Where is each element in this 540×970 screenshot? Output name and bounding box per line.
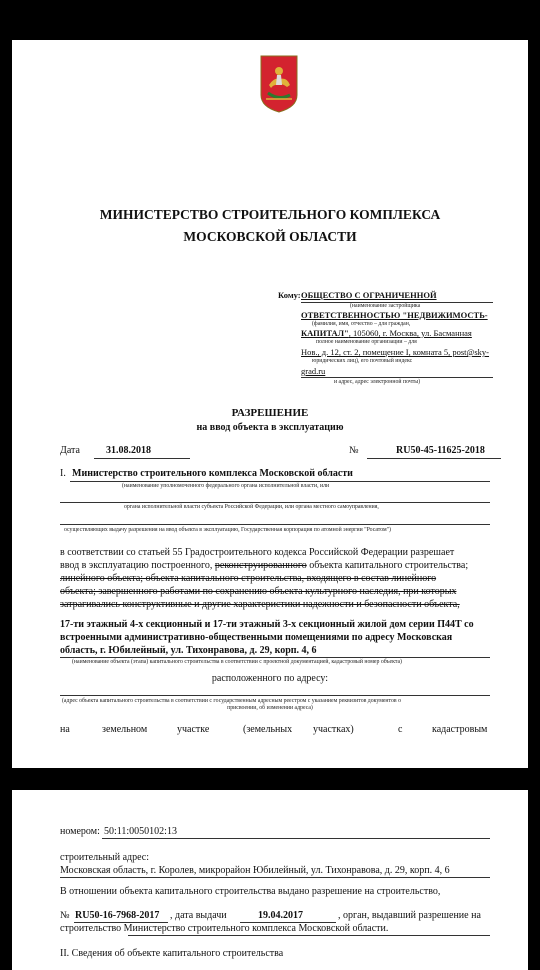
para-line-1: в соответствии со статьей 55 Градостроительного кодекса Российской Федерации разрешает (60, 547, 455, 558)
number-label: № (349, 445, 359, 456)
to-hint-2: (фамилия, имя, отчество – для граждан, (312, 321, 411, 327)
issuing-authority: Министерство строительного комплекса Московской области (72, 468, 353, 479)
permit-date-label: , дата выдачи (170, 910, 227, 921)
hint-issuing: осуществляющих выдачу разрешения на ввод объекта в эксплуатацию, Государственная корпорация по атомной энергии "Росатом") (64, 527, 391, 533)
object-name-line-1: 17-ти этажный 4-х секционный и 17-ти этажный 3-х секционный жилой дом серии П44Т со (60, 619, 474, 630)
bottom-word-7: кадастровым (432, 724, 488, 735)
permit-date-value: 19.04.2017 (258, 910, 303, 921)
ministry-title-line2: МОСКОВСКОЙ ОБЛАСТИ (183, 229, 357, 244)
permit-number: RU50-45-11625-2018 (396, 445, 485, 456)
object-name-line-3: область, г. Юбилейный, ул. Тихонравова, д. 29, корп. 4, 6 (60, 645, 317, 656)
cadastral-number: 50:11:0050102:13 (104, 826, 177, 837)
permit-line-1: В отношении объекта капитального строительства выдано разрешение на строительство, (60, 886, 441, 897)
to-hint-1: (наименование застройщика (350, 303, 421, 309)
para-line-3: линейного объекта; объекта капитального строительства, входящего в состав линейного (60, 573, 437, 584)
permit-org-label: , орган, выдавший разрешение на (338, 910, 481, 921)
para-line-2: ввод в эксплуатацию построенного, реконструированного объекта капитального строительства; (60, 560, 469, 571)
hint-object: (наименование объекта (этапа) капитального строительства в соответствии с проектной документацией, кадастровый номер объекта) (72, 659, 402, 665)
permit-line-3: строительство Министерство строительного комплекса Московской области. (60, 923, 389, 934)
build-address-value: Московская область, г. Королев, микрорайон Юбилейный, ул. Тихонравова, д. 29, корп. 4, 6 (60, 865, 450, 876)
section-ii-heading: II. Сведения об объекте капитального строительства (60, 948, 284, 959)
para-line-4: объекта; завершенного работами по сохранению объекта культурного наследия, при которых (60, 586, 457, 597)
document-title: РАЗРЕШЕНИЕ (231, 407, 309, 419)
document-page-1 (12, 40, 528, 768)
bottom-word-5: участках) (313, 724, 354, 735)
to-label: Кому: (278, 290, 301, 300)
bottom-word-6: с (398, 724, 403, 735)
date-label: Дата (60, 445, 80, 456)
document-subtitle: на ввод объекта в эксплуатацию (196, 422, 344, 433)
to-value-line1: ОБЩЕСТВО С ОГРАНИЧЕННОЙ (301, 290, 437, 300)
hint-address-1: (адрес объекта капитального строительства в соответствии с государственным адресным реестром с указанием реквизитов документов о (62, 698, 401, 704)
bottom-word-3: участке (177, 724, 210, 735)
to-value-line4: Нов., д. 12, ст. 2, помещение I, комната 5, post@sky- (301, 347, 490, 357)
hint-address-2: присвоении, об изменении адреса) (227, 705, 313, 711)
section-i-label: I. (60, 468, 66, 479)
construction-permit-number: RU50-16-7968-2017 (75, 910, 160, 921)
bottom-word-2: земельном (102, 724, 148, 735)
located-at-label: расположенного по адресу: (211, 673, 329, 684)
permit-no-label: № (60, 910, 70, 921)
coat-of-arms-icon (260, 55, 298, 113)
object-name-line-2: встроенными административно-общественными помещениями по адресу Московская (60, 632, 453, 643)
to-value-line5: grad.ru (301, 366, 326, 376)
to-hint-4: юридических лиц), его почтовый индекс (312, 358, 413, 364)
hint-authority: (наименование уполномоченного федерального органа исполнительной власти, или (122, 483, 330, 489)
date-value: 31.08.2018 (106, 445, 151, 456)
hint-executive: органа исполнительной власти субъекта Российской Федерации, или органа местного самоуправления, (124, 504, 379, 510)
cadastral-label: номером: (60, 826, 100, 837)
document-page-2 (12, 790, 528, 970)
bottom-word-4: (земельных (243, 724, 293, 735)
to-hint-3: полное наименование организации – для (316, 339, 417, 345)
build-address-label: строительный адрес: (60, 852, 149, 863)
to-hint-5: и адрес, адрес электронной почты) (334, 379, 421, 385)
para-line-5: затрагивались конструктивные и другие характеристики надежности и безопасности объекта, (60, 599, 460, 610)
ministry-title-line1: МИНИСТЕРСТВО СТРОИТЕЛЬНОГО КОМПЛЕКСА (99, 207, 441, 222)
to-value-line2: ОТВЕТСТВЕННОСТЬЮ "НЕДВИЖИМОСТЬ- (301, 310, 488, 320)
bottom-word-1: на (60, 724, 70, 735)
to-value-line3: КАПИТАЛ", 105060, г. Москва, ул. Басманная (301, 328, 472, 338)
